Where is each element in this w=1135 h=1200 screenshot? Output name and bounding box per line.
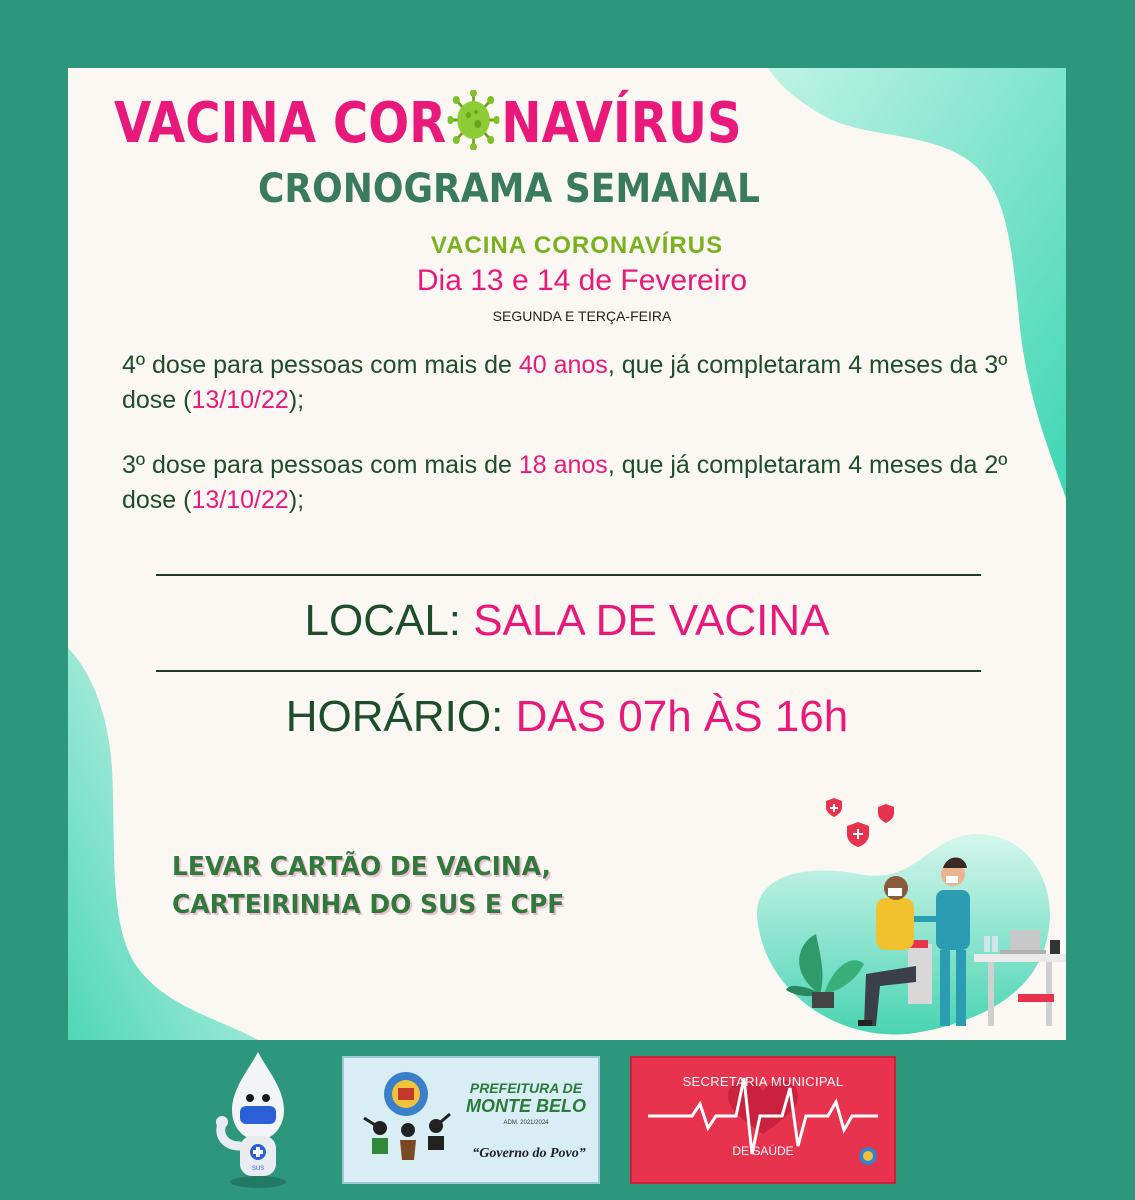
virus-icon — [448, 90, 500, 150]
dose-age: 18 anos — [518, 451, 608, 479]
dose-text: 4º dose para pessoas com mais de — [122, 351, 519, 379]
requirements-line: LEVAR CARTÃO DE VACINA, — [172, 852, 552, 882]
divider — [156, 670, 981, 672]
dose-text: ); — [288, 486, 305, 514]
location-line — [68, 596, 1066, 646]
zé-gotinha-mascot — [210, 1048, 300, 1190]
title-part-2: NAVÍRUS — [501, 91, 742, 156]
poster-card — [68, 68, 1066, 1040]
hours-line — [68, 692, 1066, 742]
vaccination-illustration — [728, 794, 1066, 1040]
divider — [156, 574, 981, 576]
dose-item — [122, 348, 1022, 418]
prefeitura-motto: “Governo do Povo” — [472, 1146, 586, 1161]
schedule-heading: VACINA CORONAVÍRUS — [430, 232, 724, 259]
prefeitura-adm: ADM. 2021/2024 — [503, 1120, 549, 1126]
mascot-sus-badge: SUS — [251, 1166, 265, 1172]
dose-age: 40 anos — [518, 351, 608, 379]
hours-label: HORÁRIO: — [285, 692, 504, 741]
requirements-line: CARTEIRINHA DO SUS E CPF — [172, 890, 565, 920]
title-part-1: VACINA COR — [114, 91, 447, 156]
location-label: LOCAL: — [304, 596, 462, 645]
dose-date: 13/10/22 — [191, 486, 289, 514]
dose-text: 3º dose para pessoas com mais de — [122, 451, 519, 479]
secretaria-title: SECRETARIA MUNICIPAL — [682, 1074, 844, 1089]
hours-value: DAS 07h ÀS 16h — [515, 692, 849, 741]
dose-item — [122, 448, 1022, 518]
secretaria-logo-box — [630, 1056, 896, 1184]
secretaria-subtitle: DE SAÚDE — [732, 1144, 794, 1158]
schedule-weekday: SEGUNDA E TERÇA-FEIRA — [492, 308, 672, 324]
location-value: SALA DE VACINA — [473, 596, 830, 645]
page-subtitle: CRONOGRAMA SEMANAL — [258, 166, 760, 212]
prefeitura-emblem-icon — [354, 1068, 454, 1176]
page-title — [114, 90, 742, 156]
prefeitura-title — [456, 1080, 596, 1116]
dose-date: 13/10/22 — [191, 386, 289, 414]
prefeitura-line: PREFEITURA DE — [469, 1080, 583, 1096]
prefeitura-logo-box — [342, 1056, 600, 1184]
requirements-text — [172, 848, 564, 924]
schedule-date: Dia 13 e 14 de Fevereiro — [416, 264, 748, 297]
medical-shield-icon — [826, 798, 894, 847]
dose-text: , que já completaram 4 meses da 2º dose ( — [122, 451, 1008, 514]
prefeitura-city: MONTE BELO — [466, 1096, 586, 1116]
dose-text: , que já completaram 4 meses da 3º dose ( — [122, 351, 1008, 414]
dose-text: ); — [288, 386, 305, 414]
